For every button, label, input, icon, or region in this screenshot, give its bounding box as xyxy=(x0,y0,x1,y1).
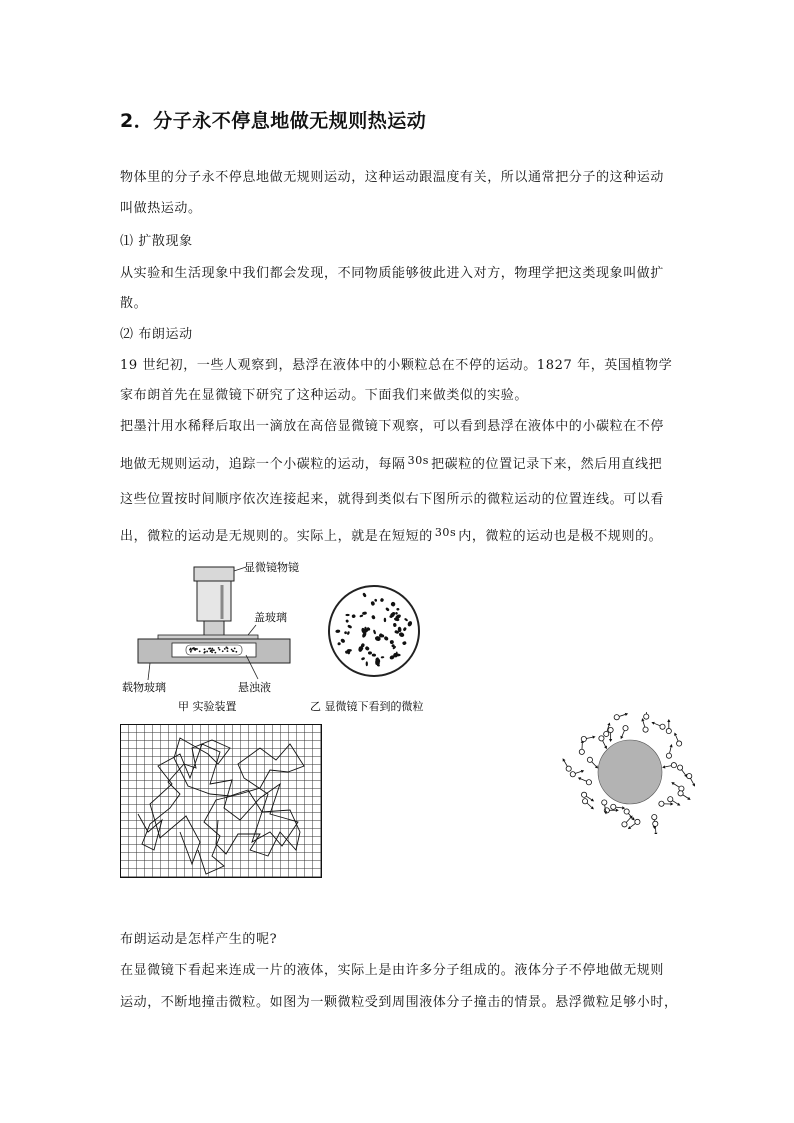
paragraph-line: 散。 xyxy=(120,296,148,311)
text-run: 把碳粒的位置记录下来，然后用直线把 xyxy=(431,457,663,472)
text-run: 内，微粒的运动也是极不规则的。 xyxy=(458,529,663,544)
particle-path xyxy=(150,744,304,874)
cover-glass xyxy=(158,635,258,639)
experiment-figure xyxy=(0,555,794,720)
suspension-drop xyxy=(186,645,242,655)
paragraph-line: 在显微镜下看起来连成一片的液体，实际上是由许多分子组成的。液体分子不停地做无规则 xyxy=(120,963,665,978)
section-title: 2．分子永不停息地做无规则热运动 xyxy=(120,110,427,132)
subheading-brownian: ⑵ 布朗运动 xyxy=(120,327,193,342)
time-value: 30s xyxy=(407,454,430,467)
time-value: 30s xyxy=(434,526,457,539)
text-run: 出，微粒的运动是无规则的。实际上，就是在短短的 xyxy=(120,529,433,544)
caption-microscope-view: 乙 显微镜下看到的微粒 xyxy=(310,700,424,713)
question-line: 布朗运动是怎样产生的呢? xyxy=(120,932,278,947)
molecule-collision-figure xyxy=(560,712,710,834)
caption-apparatus: 甲 实验装置 xyxy=(178,700,237,713)
paragraph-line: 叫做热运动。 xyxy=(120,201,202,216)
paragraph-line: 19 世纪初，一些人观察到，悬浮在液体中的小颗粒总在不停的运动。1827 年，英国植物学 xyxy=(120,358,673,373)
paragraph-line: 从实验和生活现象中我们都会发现，不同物质能够彼此进入对方，物理学把这类现象叫做扩 xyxy=(120,266,665,281)
microscope-view xyxy=(329,586,419,676)
objective-label: 显微镜物镜 xyxy=(244,561,299,574)
paragraph-line xyxy=(120,453,662,472)
slide-label: 载物玻璃 xyxy=(122,681,166,694)
paragraph-line: 物体里的分子永不停息地做无规则运动，这种运动跟温度有关，所以通常把分子的这种运动 xyxy=(120,170,665,185)
subheading-diffusion: ⑴ 扩散现象 xyxy=(120,234,193,249)
brownian-path-grid xyxy=(120,724,322,878)
suspended-particle xyxy=(598,740,662,804)
suspension-label: 悬浊液 xyxy=(238,681,271,694)
cover-glass-label: 盖玻璃 xyxy=(254,611,287,624)
paragraph-line: 这些位置按时间顺序依次连接起来，就得到类似右下图所示的微粒运动的位置连线。可以看 xyxy=(120,492,665,507)
paragraph-line: 家布朗首先在显微镜下研究了这种运动。下面我们来做类似的实验。 xyxy=(120,388,529,403)
text-run: 地做无规则运动，追踪一个小碳粒的运动，每隔 xyxy=(120,457,406,472)
paragraph-line: 运动，不断地撞击微粒。如图为一颗微粒受到周围液体分子撞击的情景。悬浮微粒足够小时， xyxy=(120,995,678,1010)
microscope-objective-icon xyxy=(194,567,234,637)
paragraph-line xyxy=(120,525,662,544)
paragraph-line: 把墨汁用水稀释后取出一滴放在高倍显微镜下观察，可以看到悬浮在液体中的小碳粒在不停 xyxy=(120,419,665,434)
